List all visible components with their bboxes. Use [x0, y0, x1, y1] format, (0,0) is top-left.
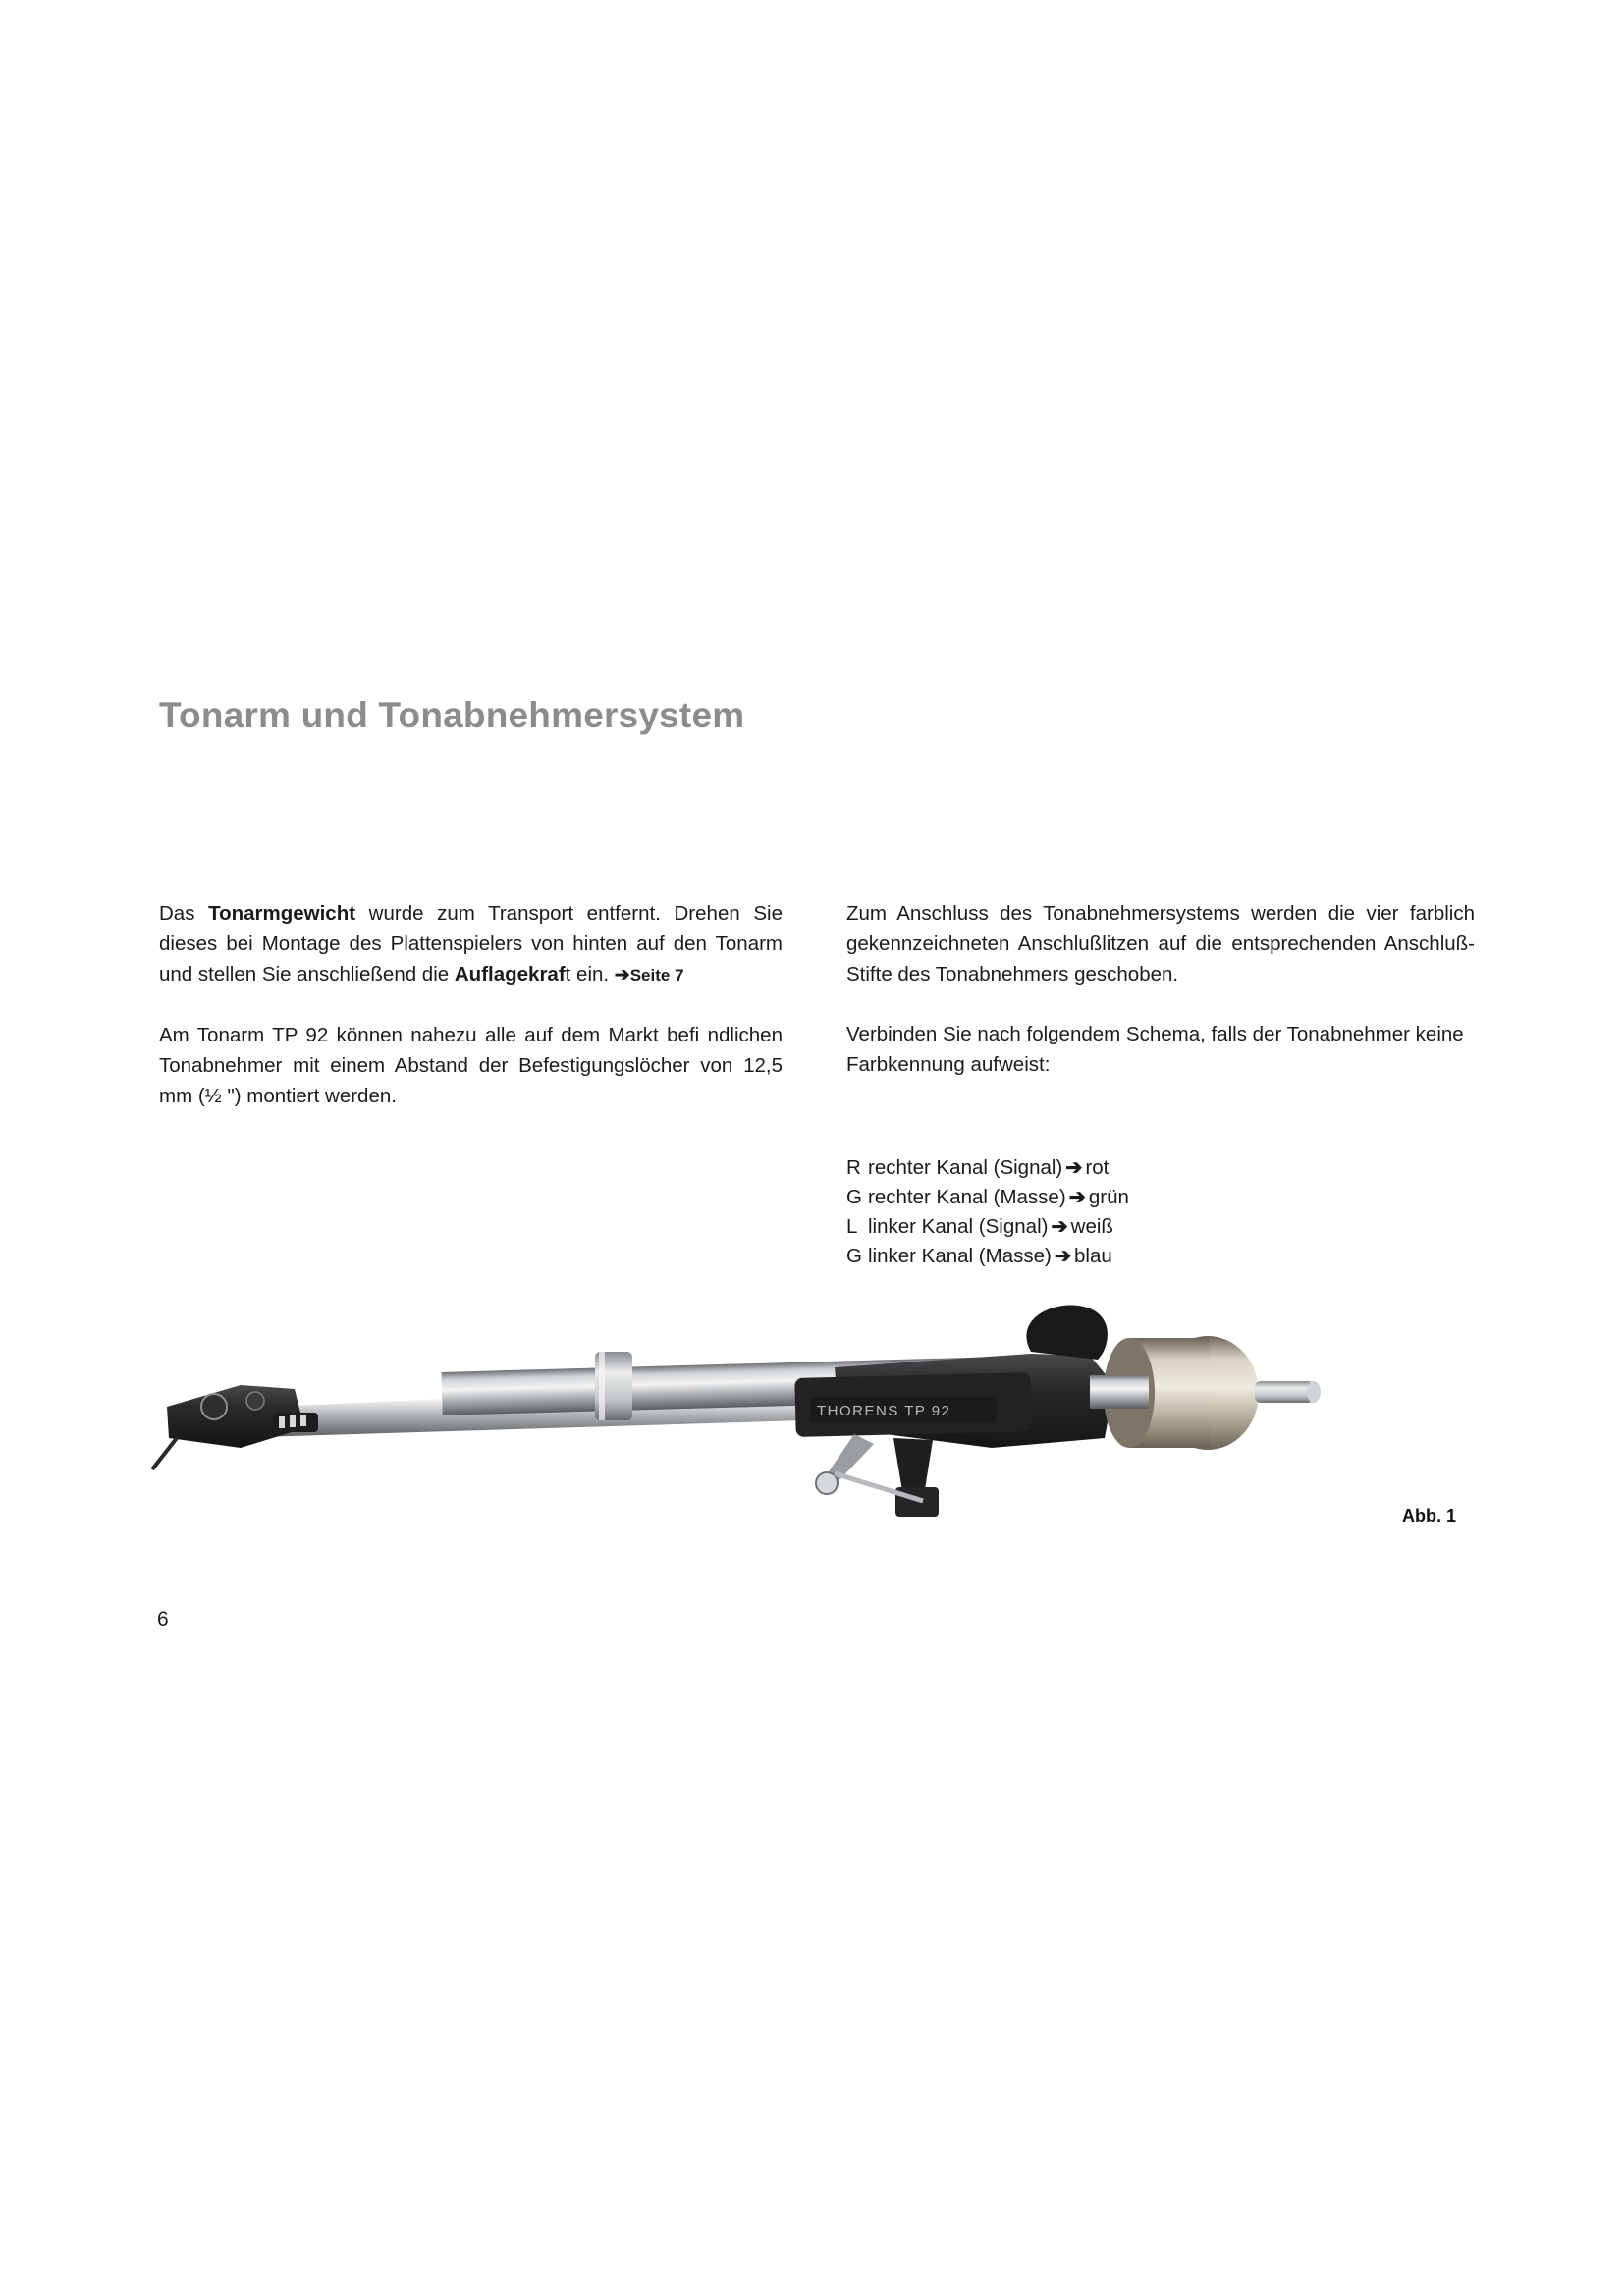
bold-auflagekraft: Auflagekraf — [454, 963, 566, 986]
page-number: 6 — [157, 1608, 169, 1630]
lift-lever — [895, 1487, 939, 1517]
wiring-color-scheme-list — [846, 1153, 1129, 1271]
text-fragment: t ein. — [565, 963, 615, 986]
text-fragment: wurde zum Transport entfernt. Drehen Sie dieses bei Montage des Plattenspielers von hinten auf den Tonarm und stellen Sie anschließend die — [159, 902, 783, 986]
headshell-screw-2 — [246, 1392, 264, 1410]
scheme-label: rechter Kanal (Masse) — [868, 1186, 1066, 1208]
scheme-label: linker Kanal (Masse) — [868, 1245, 1052, 1267]
scheme-row — [846, 1212, 1129, 1242]
scheme-label: linker Kanal (Signal) — [868, 1215, 1049, 1238]
right-text-column — [846, 898, 1475, 1080]
scheme-color: weiß — [1070, 1215, 1113, 1238]
arrow-icon: ➔ — [614, 965, 630, 986]
figure-caption: Abb. 1 — [1402, 1506, 1457, 1525]
scheme-key: L — [846, 1215, 858, 1238]
page-title: Tonarm und Tonabnehmersystem — [159, 695, 745, 735]
scheme-color: blau — [1074, 1245, 1112, 1267]
arrow-icon: ➔ — [1068, 1186, 1086, 1208]
scheme-label: rechter Kanal (Signal) — [868, 1156, 1063, 1179]
paragraph-schema-intro: Verbinden Sie nach folgendem Schema, falls der Tonabnehmer keine Farbkennung aufweist: — [846, 1023, 1464, 1076]
scheme-row — [846, 1242, 1129, 1271]
headshell-screw — [201, 1394, 227, 1419]
scheme-key: R — [846, 1156, 861, 1179]
arrow-icon: ➔ — [1051, 1215, 1068, 1238]
tonearm-brand-label: THORENS TP 92 — [817, 1403, 951, 1419]
paragraph-tonarmgewicht — [159, 898, 783, 990]
scheme-row — [846, 1153, 1129, 1183]
paragraph-tonabnehmer-abstand: Am Tonarm TP 92 können nahezu alle auf dem Markt befi ndlichen Tonabnehmer mit einem Abstand der Befestigungslöcher von 12,5 mm (½ ") montiert werden. — [159, 1024, 783, 1107]
figure-tonearm-photo — [147, 1291, 1502, 1575]
left-text-column — [159, 898, 783, 1111]
scheme-key: G — [846, 1186, 862, 1208]
text-fragment: Das — [159, 902, 209, 925]
rear-stub — [1090, 1375, 1149, 1409]
scheme-key: G — [846, 1245, 862, 1267]
stylus-cantilever — [152, 1438, 177, 1469]
paragraph-anschluss: Zum Anschluss des Tonabnehmersystems werden die vier farblich gekennzeichneten Anschlußlitzen auf die entsprechenden Anschluß-Stifte des Tonabnehmers geschoben. — [846, 902, 1475, 986]
counterweight-stub — [1255, 1381, 1314, 1403]
scheme-color: rot — [1085, 1156, 1110, 1179]
bold-tonarmgewicht: Tonarmgewicht — [208, 902, 356, 925]
scheme-row — [846, 1183, 1129, 1212]
cable-riser — [1026, 1306, 1107, 1360]
tonearm-illustration — [147, 1291, 1502, 1575]
page-reference: Seite 7 — [629, 966, 684, 985]
scheme-color: grün — [1088, 1186, 1129, 1208]
arrow-icon: ➔ — [1054, 1245, 1072, 1267]
arrow-icon: ➔ — [1065, 1156, 1083, 1179]
